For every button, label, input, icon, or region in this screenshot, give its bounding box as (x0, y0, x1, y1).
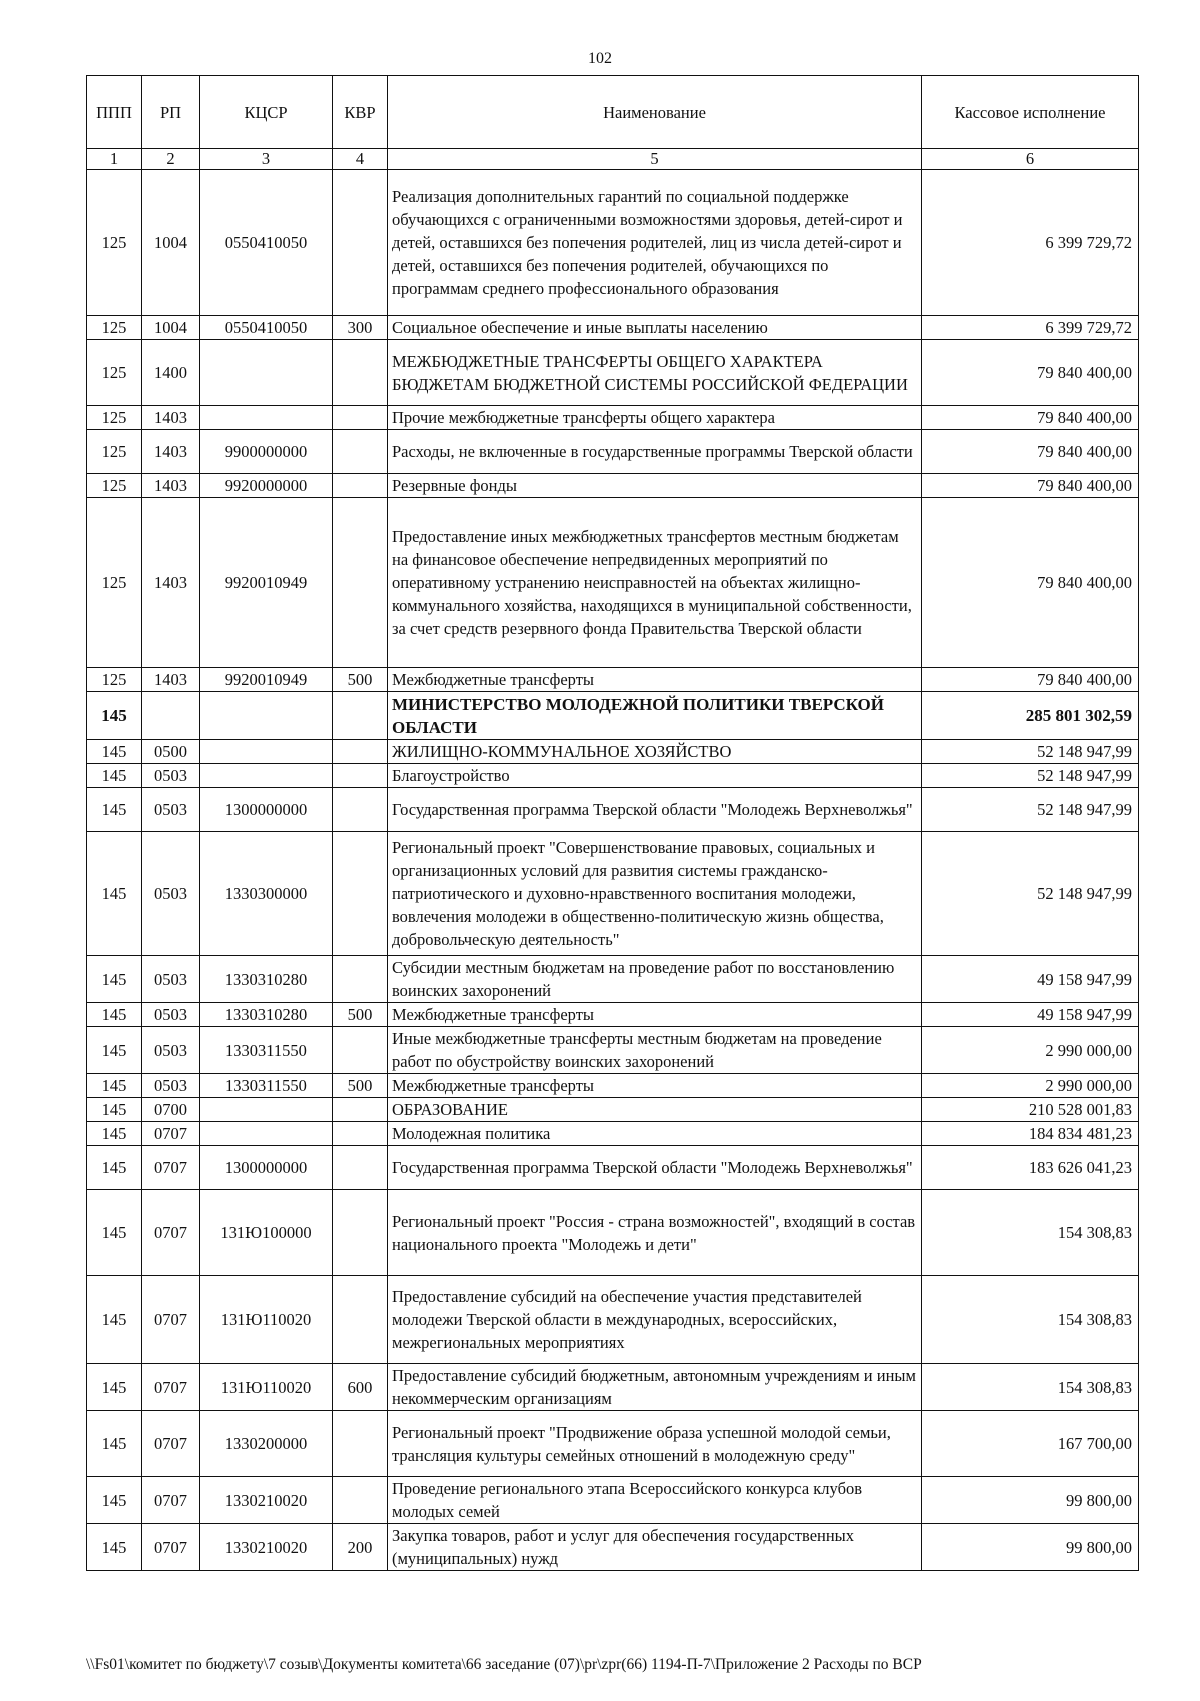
table-row (87, 1122, 1139, 1146)
table-row (87, 692, 1139, 740)
cell-ppp: 145 (87, 1276, 142, 1364)
cell-kcsr: 9920010949 (200, 668, 333, 692)
cell-amount: 154 308,83 (922, 1364, 1139, 1411)
cell-name: ОБРАЗОВАНИЕ (388, 1098, 922, 1122)
cell-ppp: 145 (87, 956, 142, 1003)
cell-kcsr: 1300000000 (200, 788, 333, 832)
cell-kcsr: 9920000000 (200, 474, 333, 498)
table-row (87, 1477, 1139, 1524)
table-row (87, 1276, 1139, 1364)
cell-rp: 0503 (142, 764, 200, 788)
cell-kvr (333, 406, 388, 430)
cell-amount: 99 800,00 (922, 1477, 1139, 1524)
cell-kvr (333, 430, 388, 474)
cell-kvr (333, 1027, 388, 1074)
cell-ppp: 145 (87, 1477, 142, 1524)
cell-rp: 0707 (142, 1190, 200, 1276)
column-number: 4 (333, 149, 388, 170)
cell-rp: 0503 (142, 1003, 200, 1027)
cell-kvr: 500 (333, 1074, 388, 1098)
cell-kvr (333, 170, 388, 316)
cell-ppp: 125 (87, 170, 142, 316)
cell-kcsr (200, 740, 333, 764)
cell-name: ЖИЛИЩНО-КОММУНАЛЬНОЕ ХОЗЯЙСТВО (388, 740, 922, 764)
cell-name: Государственная программа Тверской области "Молодежь Верхневолжья" (388, 788, 922, 832)
table-row (87, 316, 1139, 340)
cell-name: МИНИСТЕРСТВО МОЛОДЕЖНОЙ ПОЛИТИКИ ТВЕРСКОЙ ОБЛАСТИ (388, 692, 922, 740)
cell-kvr: 200 (333, 1524, 388, 1571)
cell-rp: 1403 (142, 668, 200, 692)
cell-amount: 52 148 947,99 (922, 788, 1139, 832)
cell-rp: 0503 (142, 1027, 200, 1074)
cell-rp: 0700 (142, 1098, 200, 1122)
cell-amount: 79 840 400,00 (922, 498, 1139, 668)
table-row (87, 1027, 1139, 1074)
table-header (87, 76, 1139, 149)
cell-amount: 154 308,83 (922, 1190, 1139, 1276)
cell-amount: 99 800,00 (922, 1524, 1139, 1571)
cell-ppp: 145 (87, 740, 142, 764)
cell-kcsr: 131Ю100000 (200, 1190, 333, 1276)
cell-kvr (333, 1098, 388, 1122)
table-row (87, 406, 1139, 430)
cell-kvr: 500 (333, 1003, 388, 1027)
cell-amount: 52 148 947,99 (922, 764, 1139, 788)
cell-rp (142, 692, 200, 740)
cell-name: Государственная программа Тверской области "Молодежь Верхневолжья" (388, 1146, 922, 1190)
cell-name: Резервные фонды (388, 474, 922, 498)
cell-ppp: 145 (87, 1098, 142, 1122)
cell-name: Межбюджетные трансферты (388, 1003, 922, 1027)
cell-rp: 1400 (142, 340, 200, 406)
cell-ppp: 145 (87, 1524, 142, 1571)
table-row (87, 498, 1139, 668)
cell-rp: 0707 (142, 1364, 200, 1411)
cell-name: Региональный проект "Продвижение образа успешной молодой семьи, трансляция культуры семейных отношений в молодежную среду" (388, 1411, 922, 1477)
table-row (87, 474, 1139, 498)
cell-ppp: 125 (87, 316, 142, 340)
cell-kcsr: 1330200000 (200, 1411, 333, 1477)
cell-rp: 1004 (142, 170, 200, 316)
cell-kvr (333, 1276, 388, 1364)
cell-ppp: 145 (87, 1146, 142, 1190)
cell-ppp: 145 (87, 1027, 142, 1074)
cell-ppp: 145 (87, 1074, 142, 1098)
cell-ppp: 125 (87, 406, 142, 430)
budget-table-wrapper (86, 75, 1138, 1571)
cell-amount: 79 840 400,00 (922, 474, 1139, 498)
page-number: 102 (588, 50, 612, 67)
cell-rp: 1403 (142, 406, 200, 430)
table-row (87, 740, 1139, 764)
cell-name: Предоставление субсидий бюджетным, автономным учреждениям и иным некоммерческим организациям (388, 1364, 922, 1411)
cell-name: Молодежная политика (388, 1122, 922, 1146)
cell-amount: 167 700,00 (922, 1411, 1139, 1477)
budget-table (86, 75, 1139, 1571)
cell-name: Межбюджетные трансферты (388, 668, 922, 692)
cell-amount: 6 399 729,72 (922, 316, 1139, 340)
cell-amount: 2 990 000,00 (922, 1074, 1139, 1098)
cell-ppp: 125 (87, 474, 142, 498)
cell-kcsr: 9920010949 (200, 498, 333, 668)
cell-amount: 79 840 400,00 (922, 340, 1139, 406)
cell-ppp: 125 (87, 498, 142, 668)
table-row (87, 1003, 1139, 1027)
cell-amount: 210 528 001,83 (922, 1098, 1139, 1122)
table-row (87, 1074, 1139, 1098)
table-row (87, 668, 1139, 692)
cell-rp: 0707 (142, 1122, 200, 1146)
cell-kvr (333, 1190, 388, 1276)
cell-name: Благоустройство (388, 764, 922, 788)
cell-ppp: 145 (87, 788, 142, 832)
cell-kcsr: 1330310280 (200, 1003, 333, 1027)
cell-kvr (333, 1477, 388, 1524)
cell-rp: 0707 (142, 1524, 200, 1571)
cell-name: Расходы, не включенные в государственные программы Тверской области (388, 430, 922, 474)
table-row (87, 430, 1139, 474)
cell-kvr (333, 788, 388, 832)
cell-kcsr (200, 406, 333, 430)
header-kvr: КВР (333, 76, 388, 149)
cell-kvr: 600 (333, 1364, 388, 1411)
cell-kvr (333, 498, 388, 668)
cell-kvr: 500 (333, 668, 388, 692)
cell-ppp: 145 (87, 1411, 142, 1477)
header-amount: Кассовое исполнение (922, 76, 1139, 149)
cell-rp: 1403 (142, 430, 200, 474)
cell-ppp: 145 (87, 764, 142, 788)
cell-amount: 184 834 481,23 (922, 1122, 1139, 1146)
cell-kvr (333, 832, 388, 956)
table-row (87, 1411, 1139, 1477)
cell-ppp: 125 (87, 340, 142, 406)
cell-amount: 52 148 947,99 (922, 832, 1139, 956)
cell-name: Предоставление иных межбюджетных трансфертов местным бюджетам на финансовое обеспечение непредвиденных мероприятий по оперативному устранению неисправностей на объектах жилищно-коммунального хозяйства, находящихся в муниципальной собственности, за счет средств резервного фонда Правительства Тверской области (388, 498, 922, 668)
table-body (87, 149, 1139, 1571)
cell-name: Реализация дополнительных гарантий по социальной поддержке обучающихся с ограниченными возможностями здоровья, детей-сирот и детей, оставшихся без попечения родителей, лиц из числа детей-сирот и детей, оставшихся без попечения родителей, обучающихся по программам среднего профессионального образования (388, 170, 922, 316)
cell-ppp: 125 (87, 430, 142, 474)
cell-kvr (333, 1122, 388, 1146)
cell-rp: 0503 (142, 1074, 200, 1098)
footer-file-path: \\Fs01\комитет по бюджету\7 созыв\Документы комитета\66 заседание (07)\pr\zpr(66) 1194-П-7\Приложение 2 Расходы по ВСР (86, 1656, 922, 1673)
cell-name: Межбюджетные трансферты (388, 1074, 922, 1098)
table-row (87, 340, 1139, 406)
cell-kcsr: 1330311550 (200, 1074, 333, 1098)
column-number: 5 (388, 149, 922, 170)
table-row (87, 788, 1139, 832)
cell-kcsr: 1330210020 (200, 1524, 333, 1571)
cell-rp: 0503 (142, 956, 200, 1003)
cell-amount: 183 626 041,23 (922, 1146, 1139, 1190)
table-row (87, 764, 1139, 788)
cell-name: МЕЖБЮДЖЕТНЫЕ ТРАНСФЕРТЫ ОБЩЕГО ХАРАКТЕРА БЮДЖЕТАМ БЮДЖЕТНОЙ СИСТЕМЫ РОССИЙСКОЙ ФЕДЕРАЦИИ (388, 340, 922, 406)
cell-name: Региональный проект "Совершенствование правовых, социальных и организационных условий для развития системы гражданско-патриотического и духовно-нравственного воспитания молодежи, вовлечения молодежи в общественно-политическую жизнь общества, добровольческую деятельность" (388, 832, 922, 956)
cell-kcsr: 0550410050 (200, 316, 333, 340)
cell-kvr (333, 956, 388, 1003)
table-row (87, 832, 1139, 956)
table-row (87, 1146, 1139, 1190)
cell-kvr: 300 (333, 316, 388, 340)
table-row (87, 956, 1139, 1003)
cell-kcsr: 1330300000 (200, 832, 333, 956)
cell-kvr (333, 764, 388, 788)
cell-rp: 1403 (142, 498, 200, 668)
cell-name: Проведение регионального этапа Всероссийского конкурса клубов молодых семей (388, 1477, 922, 1524)
cell-kvr (333, 692, 388, 740)
table-row (87, 1524, 1139, 1571)
cell-amount: 2 990 000,00 (922, 1027, 1139, 1074)
cell-ppp: 145 (87, 1003, 142, 1027)
column-number: 3 (200, 149, 333, 170)
cell-kcsr: 1330210020 (200, 1477, 333, 1524)
cell-amount: 79 840 400,00 (922, 406, 1139, 430)
cell-kcsr (200, 1122, 333, 1146)
cell-name: Предоставление субсидий на обеспечение участия представителей молодежи Тверской области в международных, всероссийских, межрегиональных мероприятиях (388, 1276, 922, 1364)
cell-amount: 6 399 729,72 (922, 170, 1139, 316)
cell-kcsr: 0550410050 (200, 170, 333, 316)
header-ppp: ППП (87, 76, 142, 149)
cell-kcsr: 1300000000 (200, 1146, 333, 1190)
cell-kvr (333, 474, 388, 498)
cell-kcsr: 9900000000 (200, 430, 333, 474)
cell-rp: 1403 (142, 474, 200, 498)
cell-ppp: 145 (87, 692, 142, 740)
header-kcsr: КЦСР (200, 76, 333, 149)
table-row (87, 1190, 1139, 1276)
cell-ppp: 145 (87, 1122, 142, 1146)
cell-name: Региональный проект "Россия - страна возможностей", входящий в состав национального проекта "Молодежь и дети" (388, 1190, 922, 1276)
cell-ppp: 145 (87, 1190, 142, 1276)
cell-amount: 285 801 302,59 (922, 692, 1139, 740)
cell-rp: 0503 (142, 832, 200, 956)
cell-kvr (333, 740, 388, 764)
cell-amount: 52 148 947,99 (922, 740, 1139, 764)
header-name: Наименование (388, 76, 922, 149)
cell-kcsr (200, 692, 333, 740)
cell-amount: 154 308,83 (922, 1276, 1139, 1364)
cell-kvr (333, 1146, 388, 1190)
table-row (87, 1098, 1139, 1122)
cell-name: Социальное обеспечение и иные выплаты населению (388, 316, 922, 340)
cell-amount: 49 158 947,99 (922, 1003, 1139, 1027)
cell-rp: 0707 (142, 1276, 200, 1364)
column-number: 1 (87, 149, 142, 170)
cell-ppp: 125 (87, 668, 142, 692)
cell-amount: 79 840 400,00 (922, 668, 1139, 692)
cell-rp: 0503 (142, 788, 200, 832)
cell-name: Иные межбюджетные трансферты местным бюджетам на проведение работ по обустройству воинских захоронений (388, 1027, 922, 1074)
cell-kcsr (200, 340, 333, 406)
header-rp: РП (142, 76, 200, 149)
cell-rp: 0707 (142, 1146, 200, 1190)
table-row (87, 1364, 1139, 1411)
cell-kcsr (200, 1098, 333, 1122)
column-number: 2 (142, 149, 200, 170)
cell-kvr (333, 1411, 388, 1477)
cell-rp: 0707 (142, 1411, 200, 1477)
cell-name: Прочие межбюджетные трансферты общего характера (388, 406, 922, 430)
cell-kcsr: 131Ю110020 (200, 1276, 333, 1364)
column-number: 6 (922, 149, 1139, 170)
cell-rp: 0707 (142, 1477, 200, 1524)
cell-kcsr: 131Ю110020 (200, 1364, 333, 1411)
cell-amount: 49 158 947,99 (922, 956, 1139, 1003)
cell-kcsr (200, 764, 333, 788)
cell-kcsr: 1330310280 (200, 956, 333, 1003)
cell-kvr (333, 340, 388, 406)
cell-name: Закупка товаров, работ и услуг для обеспечения государственных (муниципальных) нужд (388, 1524, 922, 1571)
column-number-row (87, 149, 1139, 170)
cell-ppp: 145 (87, 832, 142, 956)
table-row (87, 170, 1139, 316)
cell-rp: 0500 (142, 740, 200, 764)
cell-amount: 79 840 400,00 (922, 430, 1139, 474)
cell-name: Субсидии местным бюджетам на проведение работ по восстановлению воинских захоронений (388, 956, 922, 1003)
cell-kcsr: 1330311550 (200, 1027, 333, 1074)
cell-ppp: 145 (87, 1364, 142, 1411)
cell-rp: 1004 (142, 316, 200, 340)
